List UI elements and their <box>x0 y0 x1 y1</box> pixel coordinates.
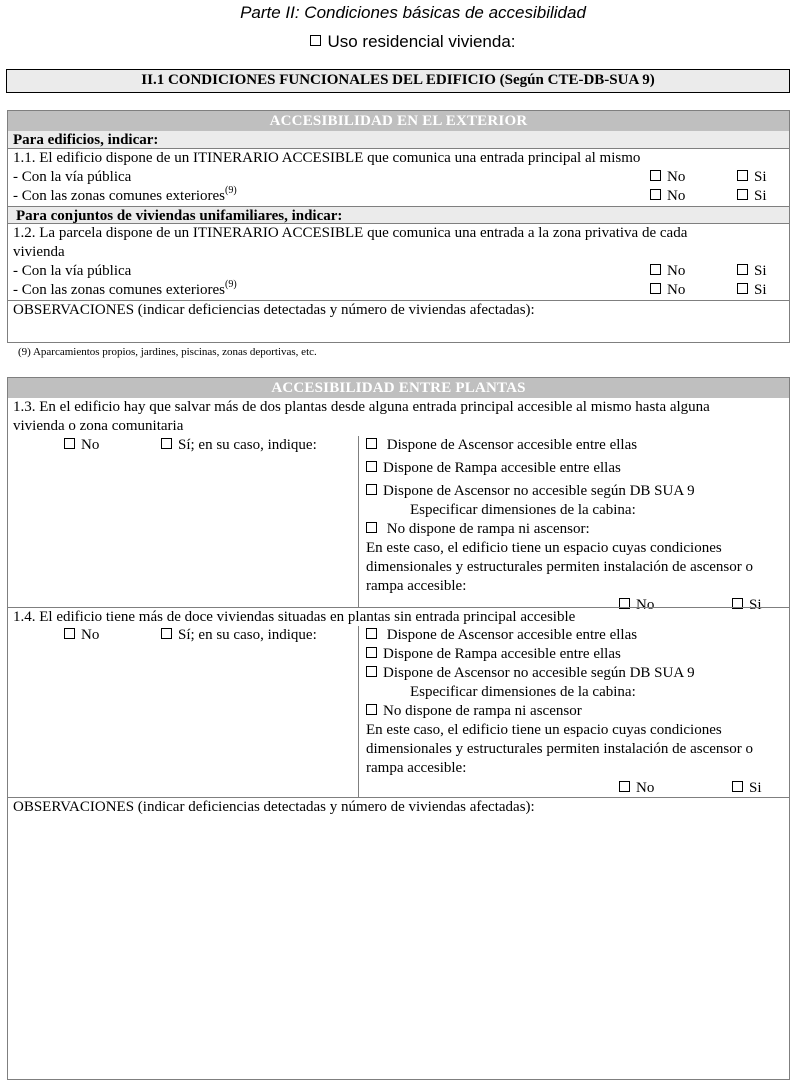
q13-none-label: No dispone de rampa ni ascensor: <box>386 521 590 537</box>
si-label: Si <box>749 597 762 613</box>
floors-observations-label: OBSERVACIONES (indicar deficiencias detectadas y número de viviendas afectadas): <box>13 799 535 815</box>
q13-si <box>161 436 317 454</box>
q14-options <box>366 626 786 798</box>
exterior-band: ACCESIBILIDAD EN EL EXTERIOR <box>8 111 789 131</box>
q12-common-areas-si-checkbox[interactable] <box>737 283 748 294</box>
floors-band: ACCESIBILIDAD ENTRE PLANTAS <box>8 378 789 398</box>
q13-case-line1: En este caso, el edificio tiene un espacio cuyas condiciones <box>366 540 722 556</box>
no-label: No <box>667 263 686 279</box>
q14-space-no <box>619 779 654 798</box>
q14-cabin-dims: Especificar dimensiones de la cabina: <box>410 684 636 700</box>
q14-no <box>64 626 99 644</box>
q14-si-checkbox[interactable] <box>161 628 172 639</box>
q13-elevator-label: Dispone de Ascensor accesible entre ellas <box>386 437 638 453</box>
no-label: No <box>667 169 686 185</box>
q13-opt-elevator <box>366 436 786 459</box>
q11-public-road-label: - Con la vía pública <box>13 169 132 185</box>
si-label: Si <box>749 780 762 796</box>
q14-opt-elevator <box>366 626 786 645</box>
q14-case-line1: En este caso, el edificio tiene un espacio cuyas condiciones <box>366 722 722 738</box>
q13-case-line3: rampa accesible: <box>366 578 467 594</box>
q13-none-checkbox[interactable] <box>366 522 377 533</box>
question-1-1: 1.1. El edificio dispone de un ITINERARIO ACCESIBLE que comunica una entrada principal al mismo <box>13 150 641 166</box>
q13-ramp-label: Dispone de Rampa accesible entre ellas <box>383 460 621 476</box>
part-title: Parte II: Condiciones básicas de accesibilidad <box>240 3 586 22</box>
q14-ramp-checkbox[interactable] <box>366 647 377 658</box>
question-1-2-line1: 1.2. La parcela dispone de un ITINERARIO ACCESIBLE que comunica una entrada a la zona privativa de cada <box>13 225 688 241</box>
residential-use-checkbox[interactable] <box>310 35 321 46</box>
column-divider <box>358 436 359 607</box>
q14-case-line2: dimensionales y estructurales permiten instalación de ascensor o <box>366 741 753 757</box>
q12-public-road-no <box>650 262 685 281</box>
q12-common-areas-no <box>650 281 685 300</box>
residential-use-line <box>0 31 800 53</box>
q13-cabin-dims: Especificar dimensiones de la cabina: <box>410 502 636 518</box>
q14-space-answer <box>366 779 786 798</box>
q14-none-label: No dispone de rampa ni ascensor <box>383 703 582 719</box>
q14-ramp-label: Dispone de Rampa accesible entre ellas <box>383 646 621 662</box>
q13-elevator-non-accessible-checkbox[interactable] <box>366 484 377 495</box>
q12-common-areas-row <box>8 281 789 300</box>
si-label: Si <box>754 263 767 279</box>
no-label: No <box>81 437 100 453</box>
q14-space-si <box>732 779 762 798</box>
section-title: II.1 CONDICIONES FUNCIONALES DEL EDIFICIO (Según CTE-DB-SUA 9) <box>6 69 790 93</box>
q12-public-road-label: - Con la vía pública <box>13 263 132 279</box>
q14-case-line3: rampa accesible: <box>366 760 467 776</box>
q14-elevator-label: Dispone de Ascensor accesible entre ellas <box>386 627 638 643</box>
q12-common-areas-no-checkbox[interactable] <box>650 283 661 294</box>
q11-public-road-si-checkbox[interactable] <box>737 170 748 181</box>
no-label: No <box>667 188 686 204</box>
no-label: No <box>81 627 100 643</box>
q14-elevator-checkbox[interactable] <box>366 628 377 639</box>
residential-use-label: Uso residencial vivienda: <box>327 32 516 51</box>
q14-space-si-checkbox[interactable] <box>732 781 743 792</box>
q14-space-no-checkbox[interactable] <box>619 781 630 792</box>
footnote-ref: (9) <box>225 279 237 290</box>
q14-none-checkbox[interactable] <box>366 704 377 715</box>
q13-options <box>366 436 786 615</box>
q12-common-areas-si <box>737 281 767 300</box>
q14-si <box>161 626 317 644</box>
floors-accessibility-section <box>7 377 790 1080</box>
floors-observations-field[interactable] <box>8 797 789 1079</box>
q12-common-areas-label: - Con las zonas comunes exteriores <box>13 282 226 298</box>
exterior-observations-label: OBSERVACIONES (indicar deficiencias detectadas y número de viviendas afectadas): <box>13 302 535 318</box>
no-label: No <box>636 780 655 796</box>
si-label: Si <box>754 169 767 185</box>
footnote-9: (9) Aparcamientos propios, jardines, piscinas, zonas deportivas, etc. <box>18 346 317 358</box>
q12-public-road-si <box>737 262 767 281</box>
exterior-accessibility-section <box>7 110 790 343</box>
q14-answer-area <box>8 626 789 797</box>
q11-common-areas-row <box>8 187 789 206</box>
question-1-3-line1: 1.3. En el edificio hay que salvar más de dos plantas desde alguna entrada principal accesible al mismo hasta alguna <box>13 399 710 415</box>
exterior-observations-field[interactable] <box>8 300 789 337</box>
si-label: Si <box>754 188 767 204</box>
q11-common-areas-si <box>737 187 767 206</box>
q13-ramp-checkbox[interactable] <box>366 461 377 472</box>
q13-case-line2: dimensionales y estructurales permiten instalación de ascensor o <box>366 559 753 575</box>
q13-opt-ramp <box>366 459 786 482</box>
q11-public-road-no-checkbox[interactable] <box>650 170 661 181</box>
q11-public-road-no <box>650 168 685 187</box>
si-label: Si <box>754 282 767 298</box>
q13-opt-elevator-non-accessible <box>366 482 786 501</box>
q13-no-checkbox[interactable] <box>64 438 75 449</box>
si-indicate-label: Sí; en su caso, indique: <box>178 627 317 643</box>
q11-common-areas-no <box>650 187 685 206</box>
q11-public-road-row <box>8 168 789 187</box>
q12-public-road-si-checkbox[interactable] <box>737 264 748 275</box>
q13-no <box>64 436 99 454</box>
houses-heading: Para conjuntos de viviendas unifamiliares, indicar: <box>8 206 789 224</box>
question-1-4: 1.4. El edificio tiene más de doce viviendas situadas en plantas sin entrada principal accesible <box>8 607 789 626</box>
q13-si-checkbox[interactable] <box>161 438 172 449</box>
buildings-heading: Para edificios, indicar: <box>8 131 789 149</box>
q13-elevator-checkbox[interactable] <box>366 438 377 449</box>
q13-opt-none <box>366 520 786 539</box>
q11-common-areas-no-checkbox[interactable] <box>650 189 661 200</box>
q12-public-road-row <box>8 262 789 281</box>
question-1-2-line2: vivienda <box>13 244 65 260</box>
question-1-3-line2: vivienda o zona comunitaria <box>13 418 184 434</box>
no-label: No <box>667 282 686 298</box>
q13-elevator-non-accessible-label: Dispone de Ascensor no accesible según DB SUA 9 <box>383 483 695 499</box>
q13-answer-area <box>8 436 789 613</box>
no-label: No <box>636 597 655 613</box>
q14-opt-ramp <box>366 645 786 664</box>
footnote-ref: (9) <box>225 185 237 196</box>
si-indicate-label: Sí; en su caso, indique: <box>178 437 317 453</box>
q11-common-areas-label: - Con las zonas comunes exteriores <box>13 188 226 204</box>
q14-no-checkbox[interactable] <box>64 628 75 639</box>
q11-common-areas-si-checkbox[interactable] <box>737 189 748 200</box>
q14-elevator-non-accessible-checkbox[interactable] <box>366 666 377 677</box>
q11-public-road-si <box>737 168 767 187</box>
q12-public-road-no-checkbox[interactable] <box>650 264 661 275</box>
q14-elevator-non-accessible-label: Dispone de Ascensor no accesible según DB SUA 9 <box>383 665 695 681</box>
column-divider <box>358 626 359 797</box>
q14-opt-none <box>366 702 786 721</box>
q14-opt-elevator-non-accessible <box>366 664 786 683</box>
